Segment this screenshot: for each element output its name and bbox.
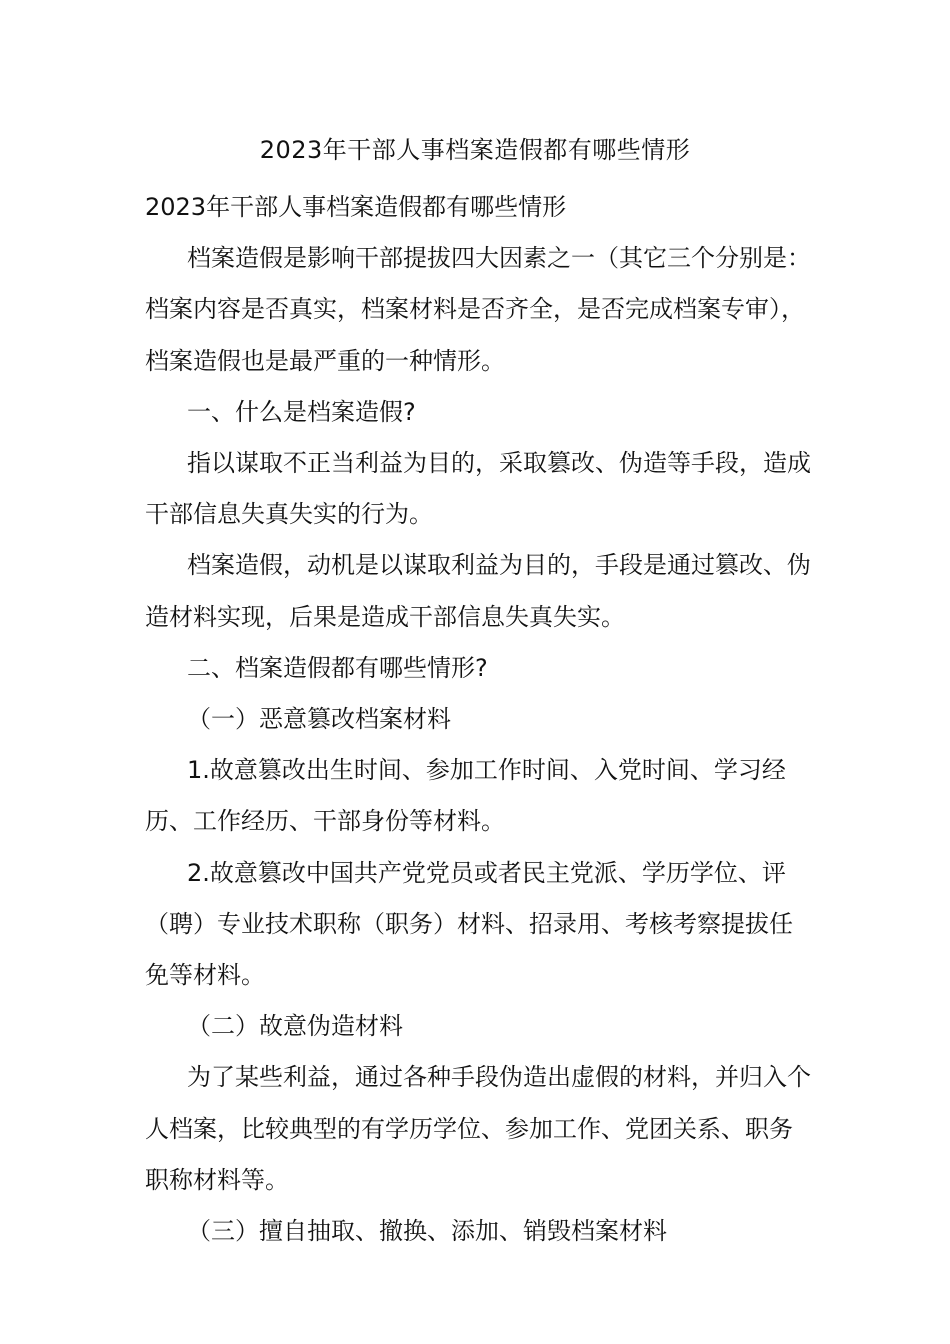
list-item-2: 2.故意篡改中国共产党党员或者民主党派、学历学位、评（聘）专业技术职称（职务）材料、招录用、考核考察提拔任免等材料。 bbox=[145, 858, 793, 990]
subsection-heading-2: （二）故意伪造材料 bbox=[187, 1012, 403, 1041]
list-item-1: 1.故意篡改出生时间、参加工作时间、入党时间、学习经历、工作经历、干部身份等材料。 bbox=[145, 756, 786, 836]
subsection-heading-1: （一）恶意篡改档案材料 bbox=[187, 705, 451, 734]
document-body bbox=[145, 182, 815, 1257]
section-heading-1: 一、什么是档案造假? bbox=[187, 397, 416, 426]
definition-paragraph: 指以谋取不正当利益为目的，采取篡改、伪造等手段，造成干部信息失真失实的行为。 bbox=[145, 449, 811, 529]
forgery-paragraph: 为了某些利益，通过各种手段伪造出虚假的材料，并归入个人档案，比较典型的有学历学位、参加工作、党团关系、职务职称材料等。 bbox=[145, 1063, 811, 1194]
subtitle-paragraph: 2023年干部人事档案造假都有哪些情形 bbox=[145, 193, 567, 221]
document-title: 2023年干部人事档案造假都有哪些情形 bbox=[259, 136, 691, 164]
section-heading-2: 二、档案造假都有哪些情形? bbox=[187, 653, 488, 682]
intro-paragraph: 档案造假是影响干部提拔四大因素之一（其它三个分别是：档案内容是否真实，档案材料是否齐全，是否完成档案专审），档案造假也是最严重的一种情形。 bbox=[145, 244, 811, 375]
explanation-paragraph: 档案造假，动机是以谋取利益为目的，手段是通过篡改、伪造材料实现，后果是造成干部信息失真失实。 bbox=[145, 551, 811, 631]
subsection-heading-3: （三）擅自抽取、撤换、添加、销毁档案材料 bbox=[187, 1217, 667, 1246]
